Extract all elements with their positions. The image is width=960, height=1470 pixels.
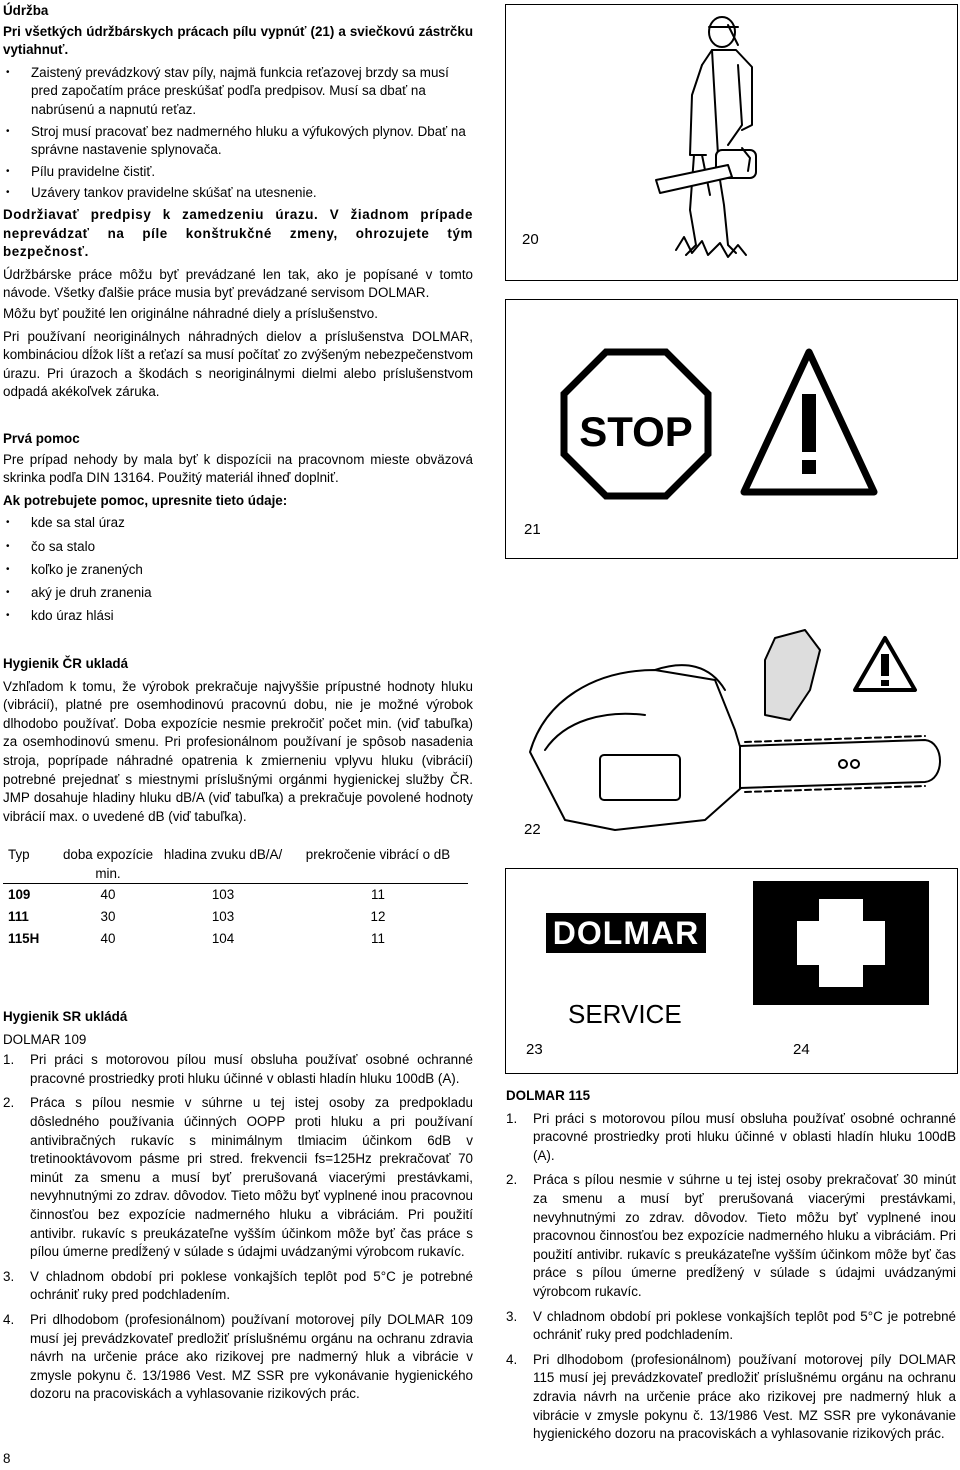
list-item: • Zaistený prevádzkový stav píly, najmä funkcia reťazovej brzdy sa musí pred započatím práce preskúšať podľa predpisov. Musí sa dbať na nabrúsenú a napnutú reťaz. xyxy=(3,64,473,120)
table-cell: 30 xyxy=(100,909,116,924)
table-header: hladina zvuku dB/A/ xyxy=(163,847,283,862)
table-header-row xyxy=(8,846,468,886)
figure-number: 23 xyxy=(526,1041,543,1058)
figure-number: 22 xyxy=(524,821,541,838)
hygiene-sr-model: DOLMAR 109 xyxy=(3,1031,87,1047)
safety-warning: Dodržiavať predpisy k zamedzeniu úrazu. V žiadnom prípade neprevádzať na píle konštrukčné zmeny, ohrozujete tým bezpečnosť. xyxy=(3,206,473,260)
table-cell: 109 xyxy=(8,887,31,902)
table-header: Typ xyxy=(8,847,30,862)
table-header-rule xyxy=(3,883,468,884)
figure-number: 20 xyxy=(522,231,539,248)
hygiene-cr-text: Vzhľadom k tomu, že výrobok prekračuje najvyššie prípustné hodnoty hluku (vibrácií), platné pre osemhodinovú pracovnú dobu, nie je možné výrobok dlhodobo používať. Doba expozície nesmie prekročiť počet min. (viď tabuľka) za osemhodinovú smenu. Pri profesionálnom používaní je spôsob nasadenia stroja, poprípade náhradné opatrenia k zmierneniu vplyvu hluku (vibrácií) potrebné prejednať s miestnymi príslušnými orgánmi hygienickej služby ČR. JMP dosahuje hladiny hluku dB/A (viď tabuľka) a prekračuje povolené hodnoty vibrácií max. o uvedené dB (viď tabuľka). xyxy=(3,678,473,824)
hygiene-cr-title: Hygienik ČR ukladá xyxy=(3,656,129,671)
table-cell: 103 xyxy=(211,887,235,902)
exposure-table xyxy=(8,846,468,952)
table-cell: 11 xyxy=(371,887,385,902)
table-cell: 40 xyxy=(100,931,116,946)
maintenance-para-2: Môžu byť použité len originálne náhradné diely a príslušenstvo. xyxy=(3,305,378,321)
maintenance-para-3: Pri používaní neoriginálnych náhradných dielov a príslušenstva DOLMAR, kombináciou dĺžok líšt a reťazí sa musí počítať zo zvýšeným nebezpečenstvom úrazu. Pri úrazoch a škodách s neoriginálnymi dielmi alebo príslušenstvom odpadá akékoľvek záruka. xyxy=(3,328,473,400)
page-number: 8 xyxy=(3,1451,11,1466)
maintenance-bullets xyxy=(3,64,473,203)
maintenance-title: Údržba xyxy=(3,3,49,18)
stop-warning-illustration xyxy=(506,300,957,558)
table-cell: 11 xyxy=(371,931,385,946)
list-item: • čo sa stalo xyxy=(3,538,473,557)
first-aid-list xyxy=(3,514,473,625)
table-row xyxy=(8,908,468,930)
maintenance-para-1: Údržbárske práce môžu byť prevádzané len tak, ako je popísané v tomto návode. Všetky ďalšie práce musia byť prevádzané servisom DOLMAR. xyxy=(3,266,473,301)
list-item: • kdo úraz hlási xyxy=(3,607,473,626)
table-cell: 104 xyxy=(211,931,235,946)
list-item: 3. V chladnom období pri poklese vonkajších teplôt pod 5°C je potrebné ochrániť ruky pred podchladením. xyxy=(506,1308,956,1343)
maintenance-intro: Pri všetkých údržbárskych prácach pílu vypnúť (21) a sviečkovú zástrčku vytiahnuť. xyxy=(3,23,473,58)
list-item: 4. Pri dlhodobom (profesionálnom) používaní motorovej píly DOLMAR 109 musí jej prevádzkovateľ predložiť príslušnému orgánu na ochranu zdravia návrh na určenie práce ako rizikovej pre nadmerný hluk a vibrácie v zmysle pokynu č. 13/1986 Vest. MZ SSR pre vykonávanie hygienického dozoru na pracoviskách a vyhlasovanie rizikových prác. xyxy=(3,1311,473,1402)
list-item: 2. Práca s pílou nesmie v súhrne u tej istej osoby prekračovať 30 minút za smenu a musí byť prerušovaná viacerými prestávkami, nevyhnutnými zo zdrav. dôvodov. Tieto môžu byť vyplnené inou pracovnou činnosťou bez expozície nadmerného hluku a vibráciám. Pri použití antivibr. rukavíc s preukázateľne vyšším účinkom môže byť čas práce s pílou úmerne predĺžený v súlade s údajmi uvádzanými výrobcom rukavíc. xyxy=(506,1172,956,1299)
figure-number: 24 xyxy=(793,1041,810,1058)
dolmar-115-section xyxy=(506,1087,956,1450)
hygiene-sr-list xyxy=(3,1051,473,1404)
figure-number: 21 xyxy=(524,521,541,538)
first-aid-ask: Ak potrebujete pomoc, upresnite tieto údaje: xyxy=(3,492,288,508)
service-label: SERVICE xyxy=(568,999,682,1029)
maintenance-section xyxy=(3,2,473,408)
figure-23-24-frame xyxy=(505,868,958,1074)
list-item: • Uzávery tankov pravidelne skúšať na utesnenie. xyxy=(3,184,473,203)
chainsaw-operator-illustration xyxy=(506,5,957,280)
first-aid-title: Prvá pomoc xyxy=(3,431,80,446)
list-item: 3. V chladnom období pri poklese vonkajších teplôt pod 5°C je potrebné ochrániť ruky pred podchladením. xyxy=(3,1268,473,1303)
list-item: • Stroj musí pracovať bez nadmerného hluku a výfukových plynov. Dbať na správne nastavenie splynovača. xyxy=(3,123,473,160)
hygiene-sr-section xyxy=(3,1008,473,1410)
table-header: prekročenie vibrácí o dB xyxy=(305,847,451,862)
list-item: 4. Pri dlhodobom (profesionálnom) používaní motorovej píly DOLMAR 115 musí jej prevádzkovateľ predložiť príslušnému orgánu na ochranu zdravia návrh na určenie práce ako rizikovej pre nadmerný hluk a vibrácie v zmysle pokynu č. 13/1986 Vest. MZ SSR pre vykonávanie hygienického dozoru na pracoviskách a vyhlasovanie rizikových prác. xyxy=(506,1351,956,1442)
list-item: • aký je druh zranenia xyxy=(3,584,473,603)
list-item: 2. Práca s pílou nesmie v súhrne u tej istej osoby za predpokladu dôsledného používania účinných OOPP proti hluku a pri používaní antivibračných rukavíc s minimálnym tlmiacim účinkom 6dB v tretinooktávovom pásme pri stred. frekvencii fs=125Hz prekračovať 70 minút za smenu a musí byť prerušovaná viacerými prestávkami, nevyhnutnými zo zdrav. dôvodov. Tieto môžu byť vyplnené inou pracovnou činnosťou bez expozície nadmerného hluku a vibráciám. Pri použití antivibr. rukavíc s preukázateľne vyšším účinkom môže byť čas práce s pílou úmerne predĺžený v súlade s údajmi uvádzanými výrobcom rukavíc. xyxy=(3,1095,473,1260)
list-item: • koľko je zranených xyxy=(3,561,473,580)
service-cross-icon xyxy=(751,879,931,1059)
first-aid-text: Pre prípad nehody by mala byť k dispozícii na pracovnom mieste obväzová skrinka podľa DIN 13164. Použitý materiál ihneď doplniť. xyxy=(3,451,473,486)
first-aid-section xyxy=(3,430,473,630)
table-cell: 12 xyxy=(370,909,386,924)
table-cell: 111 xyxy=(8,909,29,924)
table-cell: 115H xyxy=(8,931,40,946)
table-row xyxy=(8,930,468,952)
list-item: • Pílu pravidelne čistiť. xyxy=(3,163,473,182)
dolmar-logo: DOLMAR xyxy=(546,913,706,953)
table-cell: 40 xyxy=(100,887,116,902)
dolmar-115-title: DOLMAR 115 xyxy=(506,1088,591,1103)
figure-20-frame xyxy=(505,4,958,281)
svg-text:STOP: STOP xyxy=(579,408,693,455)
hygiene-sr-title: Hygienik SR ukládá xyxy=(3,1009,128,1024)
table-header: doba expozície min. xyxy=(62,847,154,881)
chainsaw-chain-illustration xyxy=(505,620,956,850)
table-row xyxy=(8,886,468,908)
list-item: • kde sa stal úraz xyxy=(3,514,473,533)
figure-21-frame xyxy=(505,299,958,559)
hygiene-cr-section xyxy=(3,655,473,832)
table-cell: 103 xyxy=(211,909,235,924)
dolmar-115-list xyxy=(506,1110,956,1444)
list-item: 1. Pri práci s motorovou pílou musí obsluha používať osobné ochranné pracovné prostriedky proti hluku účinné v oblasti hladín hluku 100dB (A). xyxy=(3,1052,473,1086)
list-item: 1. Pri práci s motorovou pílou musí obsluha používať osobné ochranné pracovné prostriedky proti hluku účinné v oblasti hladín hluku 100dB (A). xyxy=(506,1110,956,1163)
